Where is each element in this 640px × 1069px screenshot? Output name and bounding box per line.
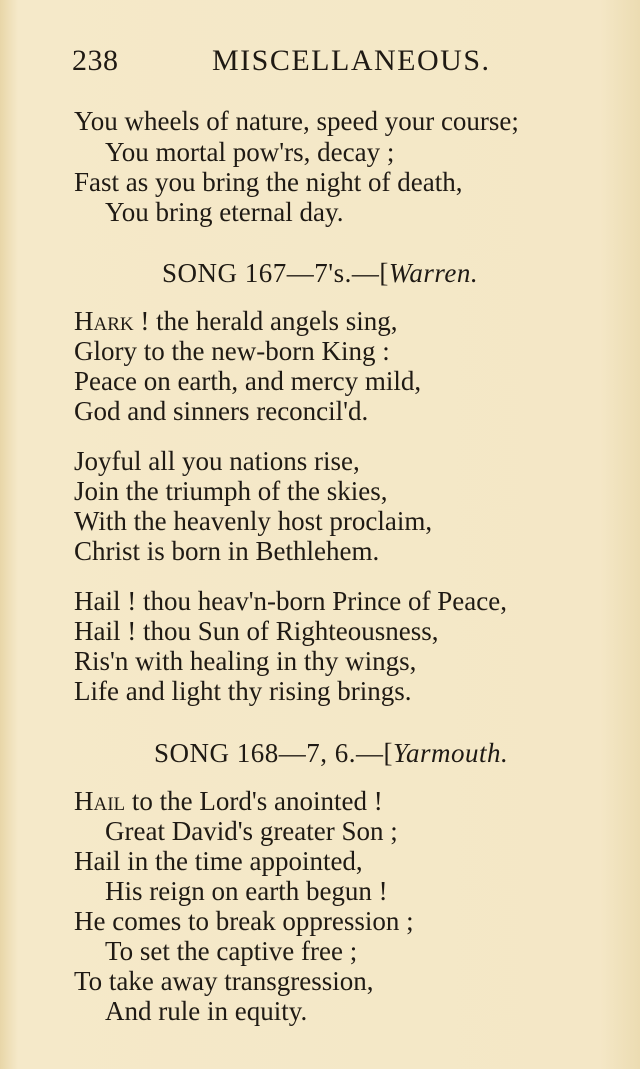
song-168-stanza-1-line-2: Great David's greater Son ;	[105, 816, 398, 846]
page-number: 238	[72, 44, 119, 77]
song-167-stanza-2-line-2: Join the triumph of the skies,	[74, 476, 388, 506]
song-168-tune: Yarmouth.	[393, 738, 509, 768]
fragment-line-4: You bring eternal day.	[105, 197, 344, 227]
song-168-stanza-1-line-4: His reign on earth begun !	[105, 876, 388, 906]
song-167-number: SONG 167—7's.—[	[162, 258, 389, 288]
song-167-stanza-1-line-3: Peace on earth, and mercy mild,	[74, 366, 422, 396]
song-167-stanza-1-line-1	[74, 306, 398, 336]
song-167-stanza-2-line-4: Christ is born in Bethlehem.	[74, 536, 380, 566]
page-header	[72, 44, 512, 84]
song-167-stanza-1-line-2: Glory to the new-born King :	[74, 336, 390, 366]
running-head: MISCELLANEOUS.	[212, 44, 491, 77]
song-167-stanza-1-line-4: God and sinners reconcil'd.	[74, 396, 369, 426]
song-168-first-line-rest: to the Lord's anointed !	[125, 786, 383, 816]
song-167-stanza-2-line-3: With the heavenly host proclaim,	[74, 506, 433, 536]
fragment-line-1: You wheels of nature, speed your course;	[74, 106, 519, 136]
song-168-stanza-1-line-6: To set the captive free ;	[105, 936, 358, 966]
song-168-stanza-1-line-7: To take away transgression,	[74, 966, 374, 996]
song-168-first-word: Hail	[74, 786, 126, 816]
song-167-stanza-3-line-1: Hail ! thou heav'n-born Prince of Peace,	[74, 586, 507, 616]
song-168-stanza-1-line-5: He comes to break oppression ;	[74, 906, 414, 936]
fragment-line-3: Fast as you bring the night of death,	[74, 167, 463, 197]
song-167-stanza-2-line-1: Joyful all you nations rise,	[74, 446, 360, 476]
song-167-stanza-3-line-4: Life and light thy rising brings.	[74, 676, 412, 706]
song-168-stanza-1-line-1	[74, 786, 383, 816]
song-168-number: SONG 168—7, 6.—[	[154, 738, 394, 768]
song-168-stanza-1-line-3: Hail in the time appointed,	[74, 846, 363, 876]
fragment-line-2: You mortal pow'rs, decay ;	[105, 137, 395, 167]
song-167-stanza-3-line-3: Ris'n with healing in thy wings,	[74, 646, 417, 676]
song-168-stanza-1-line-8: And rule in equity.	[105, 996, 308, 1026]
song-167-title	[162, 258, 478, 289]
song-167-tune: Warren.	[388, 258, 479, 288]
song-168-title	[154, 738, 508, 769]
song-167-first-line-rest: ! the herald angels sing,	[133, 306, 398, 336]
song-167-stanza-3-line-2: Hail ! thou Sun of Righteousness,	[74, 616, 439, 646]
song-167-first-word: Hark	[74, 306, 134, 336]
